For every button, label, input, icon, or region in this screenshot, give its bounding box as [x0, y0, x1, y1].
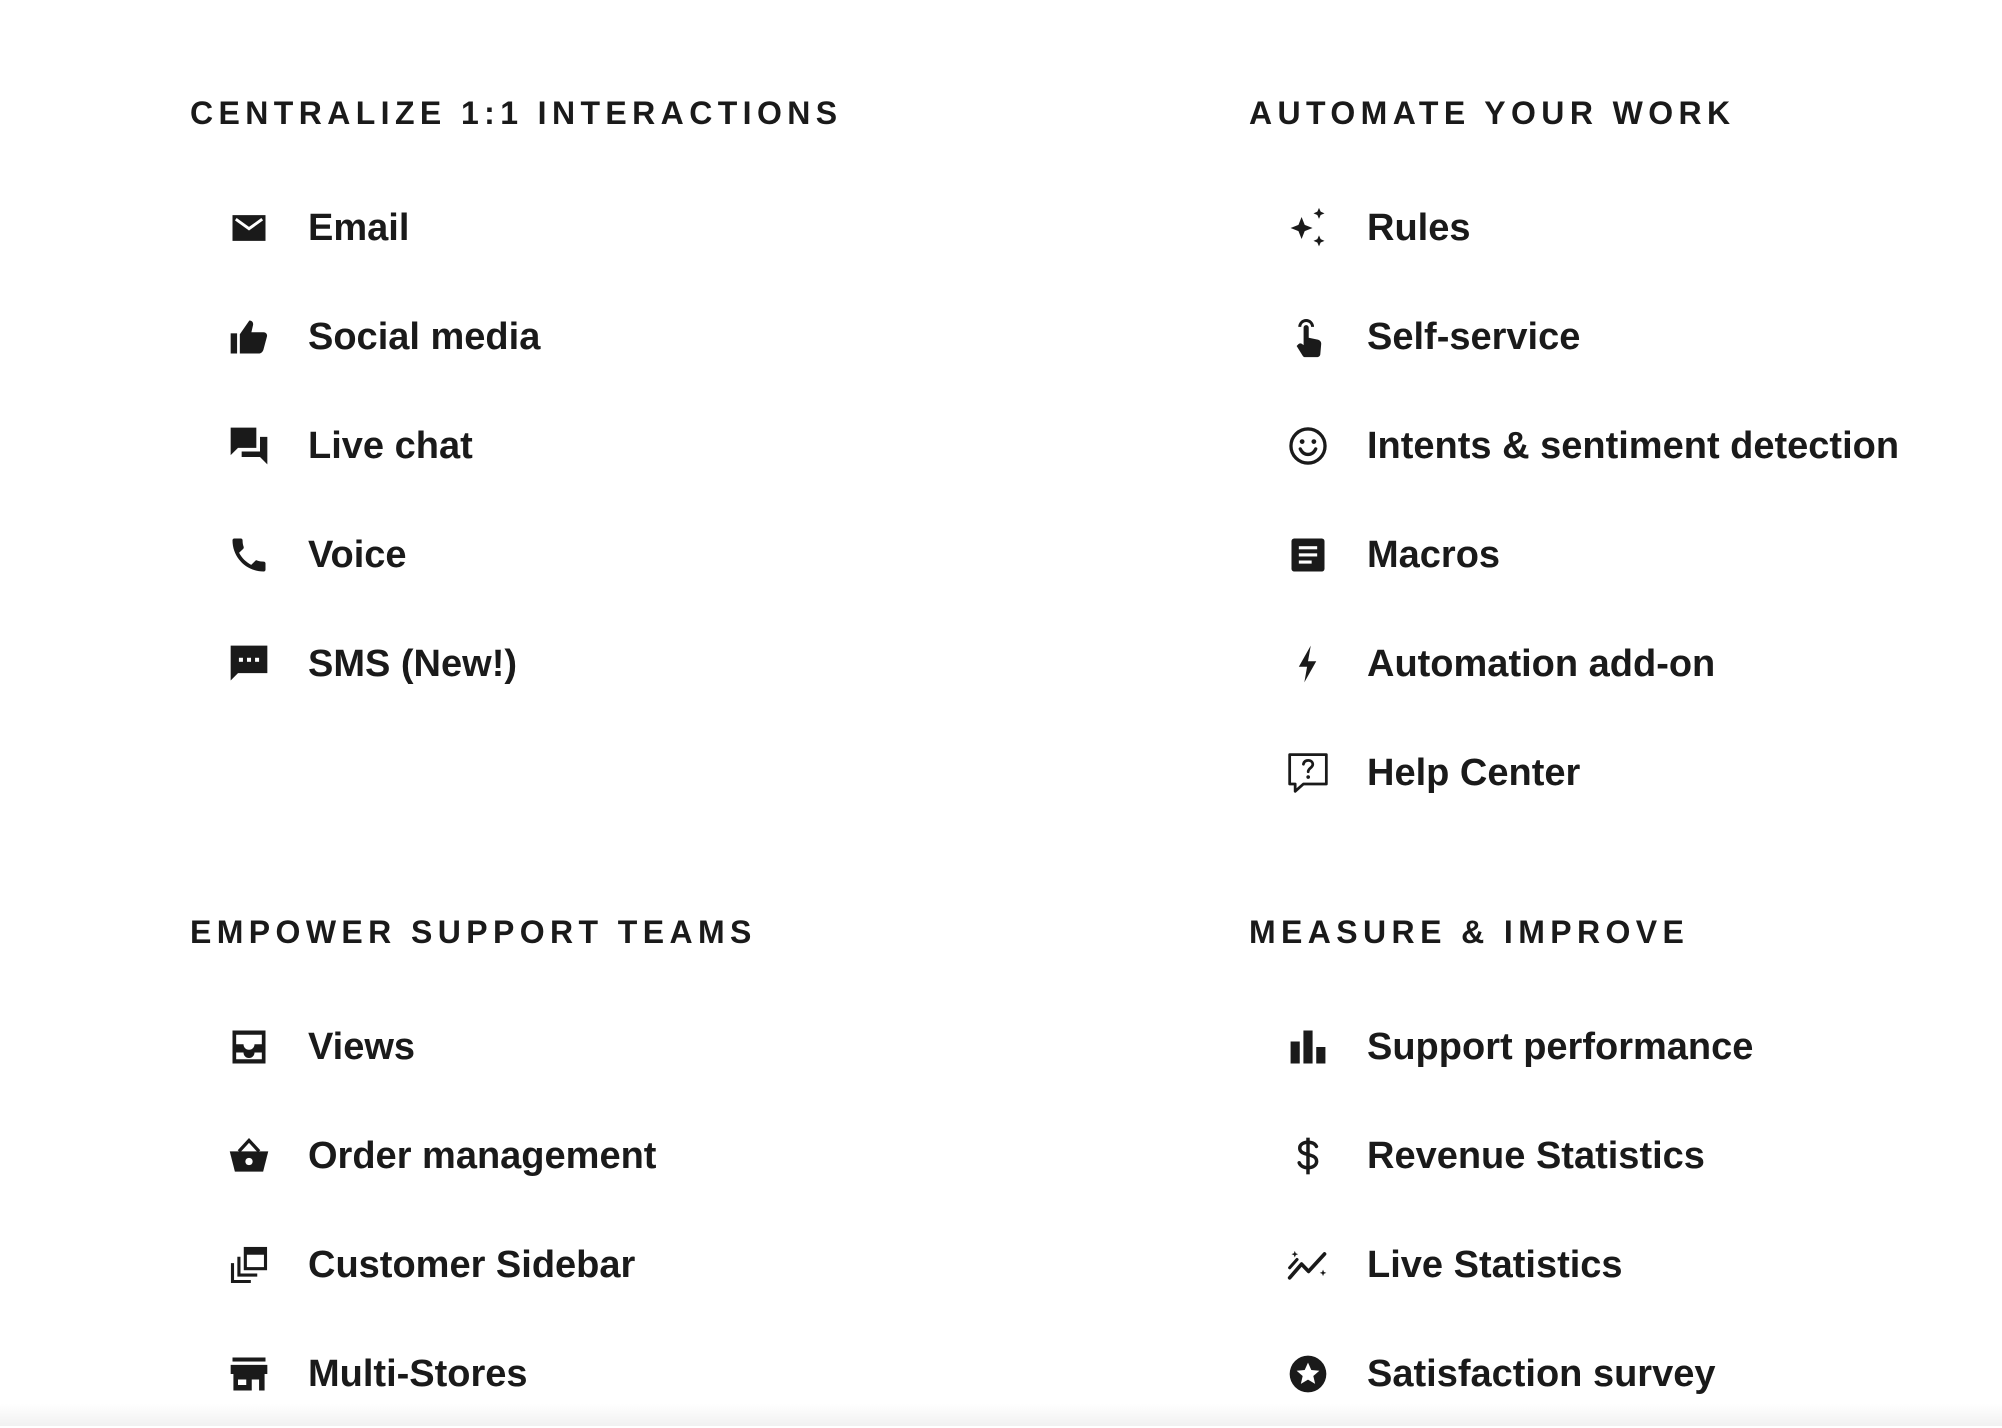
section-heading: MEASURE & IMPROVE: [1249, 914, 1690, 950]
feature-item-views[interactable]: [225, 992, 757, 1101]
feature-label: Rules: [1367, 206, 1471, 249]
chat-bubbles-icon: [225, 422, 273, 470]
section-centralize: [190, 90, 843, 718]
document-icon: [1284, 531, 1332, 579]
feature-list: [190, 173, 843, 718]
feature-label: Help Center: [1367, 751, 1581, 794]
mail-icon: [225, 204, 273, 252]
phone-icon: [225, 531, 273, 579]
feature-item-intents[interactable]: [1284, 391, 1899, 500]
feature-item-revenue-statistics[interactable]: [1284, 1101, 1753, 1210]
feature-label: Support performance: [1367, 1025, 1754, 1068]
feature-item-support-performance[interactable]: [1284, 992, 1753, 1101]
feature-item-live-statistics[interactable]: [1284, 1210, 1753, 1319]
feature-label: Voice: [308, 533, 407, 576]
sparkles-icon: [1284, 204, 1332, 252]
basket-icon: [225, 1132, 273, 1180]
feature-label: Macros: [1367, 533, 1501, 576]
feature-label: SMS (New!): [308, 642, 517, 685]
feature-item-rules[interactable]: [1284, 173, 1899, 282]
section-empower: [190, 909, 757, 1428]
thumbs-up-icon: [225, 313, 273, 361]
bolt-icon: [1284, 640, 1332, 688]
feature-label: Intents & sentiment detection: [1367, 424, 1900, 467]
feature-item-social-media[interactable]: [225, 282, 843, 391]
feature-item-email[interactable]: [225, 173, 843, 282]
feature-label: Live chat: [308, 424, 473, 467]
touch-icon: [1284, 313, 1332, 361]
section-measure: [1249, 909, 1753, 1428]
feature-label: Social media: [308, 315, 541, 358]
section-heading: CENTRALIZE 1:1 INTERACTIONS: [190, 95, 843, 131]
bottom-fade: [0, 1404, 2002, 1426]
feature-label: Multi-Stores: [308, 1352, 528, 1395]
section-heading: AUTOMATE YOUR WORK: [1249, 95, 1736, 131]
section-automate: [1249, 90, 1899, 827]
feature-item-automation-add-on[interactable]: [1284, 609, 1899, 718]
section-heading: EMPOWER SUPPORT TEAMS: [190, 914, 757, 950]
feature-label: Order management: [308, 1134, 657, 1177]
star-circle-icon: [1284, 1350, 1332, 1398]
feature-label: Live Statistics: [1367, 1243, 1623, 1286]
bar-chart-icon: [1284, 1023, 1332, 1071]
feature-label: Self-service: [1367, 315, 1581, 358]
feature-label: Revenue Statistics: [1367, 1134, 1705, 1177]
help-bubble-icon: [1284, 749, 1332, 797]
feature-item-live-chat[interactable]: [225, 391, 843, 500]
feature-item-voice[interactable]: [225, 500, 843, 609]
feature-list: [190, 992, 757, 1428]
feature-item-customer-sidebar[interactable]: [225, 1210, 757, 1319]
feature-label: Automation add-on: [1367, 642, 1716, 685]
dollar-icon: [1284, 1132, 1332, 1180]
feature-item-sms[interactable]: [225, 609, 843, 718]
smiley-icon: [1284, 422, 1332, 470]
feature-label: Email: [308, 206, 410, 249]
trend-icon: [1284, 1241, 1332, 1289]
feature-item-self-service[interactable]: [1284, 282, 1899, 391]
feature-label: Views: [308, 1025, 416, 1068]
storefront-icon: [225, 1350, 273, 1398]
feature-list: [1249, 992, 1753, 1428]
stacked-windows-icon: [225, 1241, 273, 1289]
feature-list: [1249, 173, 1899, 827]
sms-icon: [225, 640, 273, 688]
inbox-icon: [225, 1023, 273, 1071]
feature-label: Satisfaction survey: [1367, 1352, 1716, 1395]
feature-item-help-center[interactable]: [1284, 718, 1899, 827]
feature-item-macros[interactable]: [1284, 500, 1899, 609]
feature-label: Customer Sidebar: [308, 1243, 636, 1286]
feature-item-order-management[interactable]: [225, 1101, 757, 1210]
